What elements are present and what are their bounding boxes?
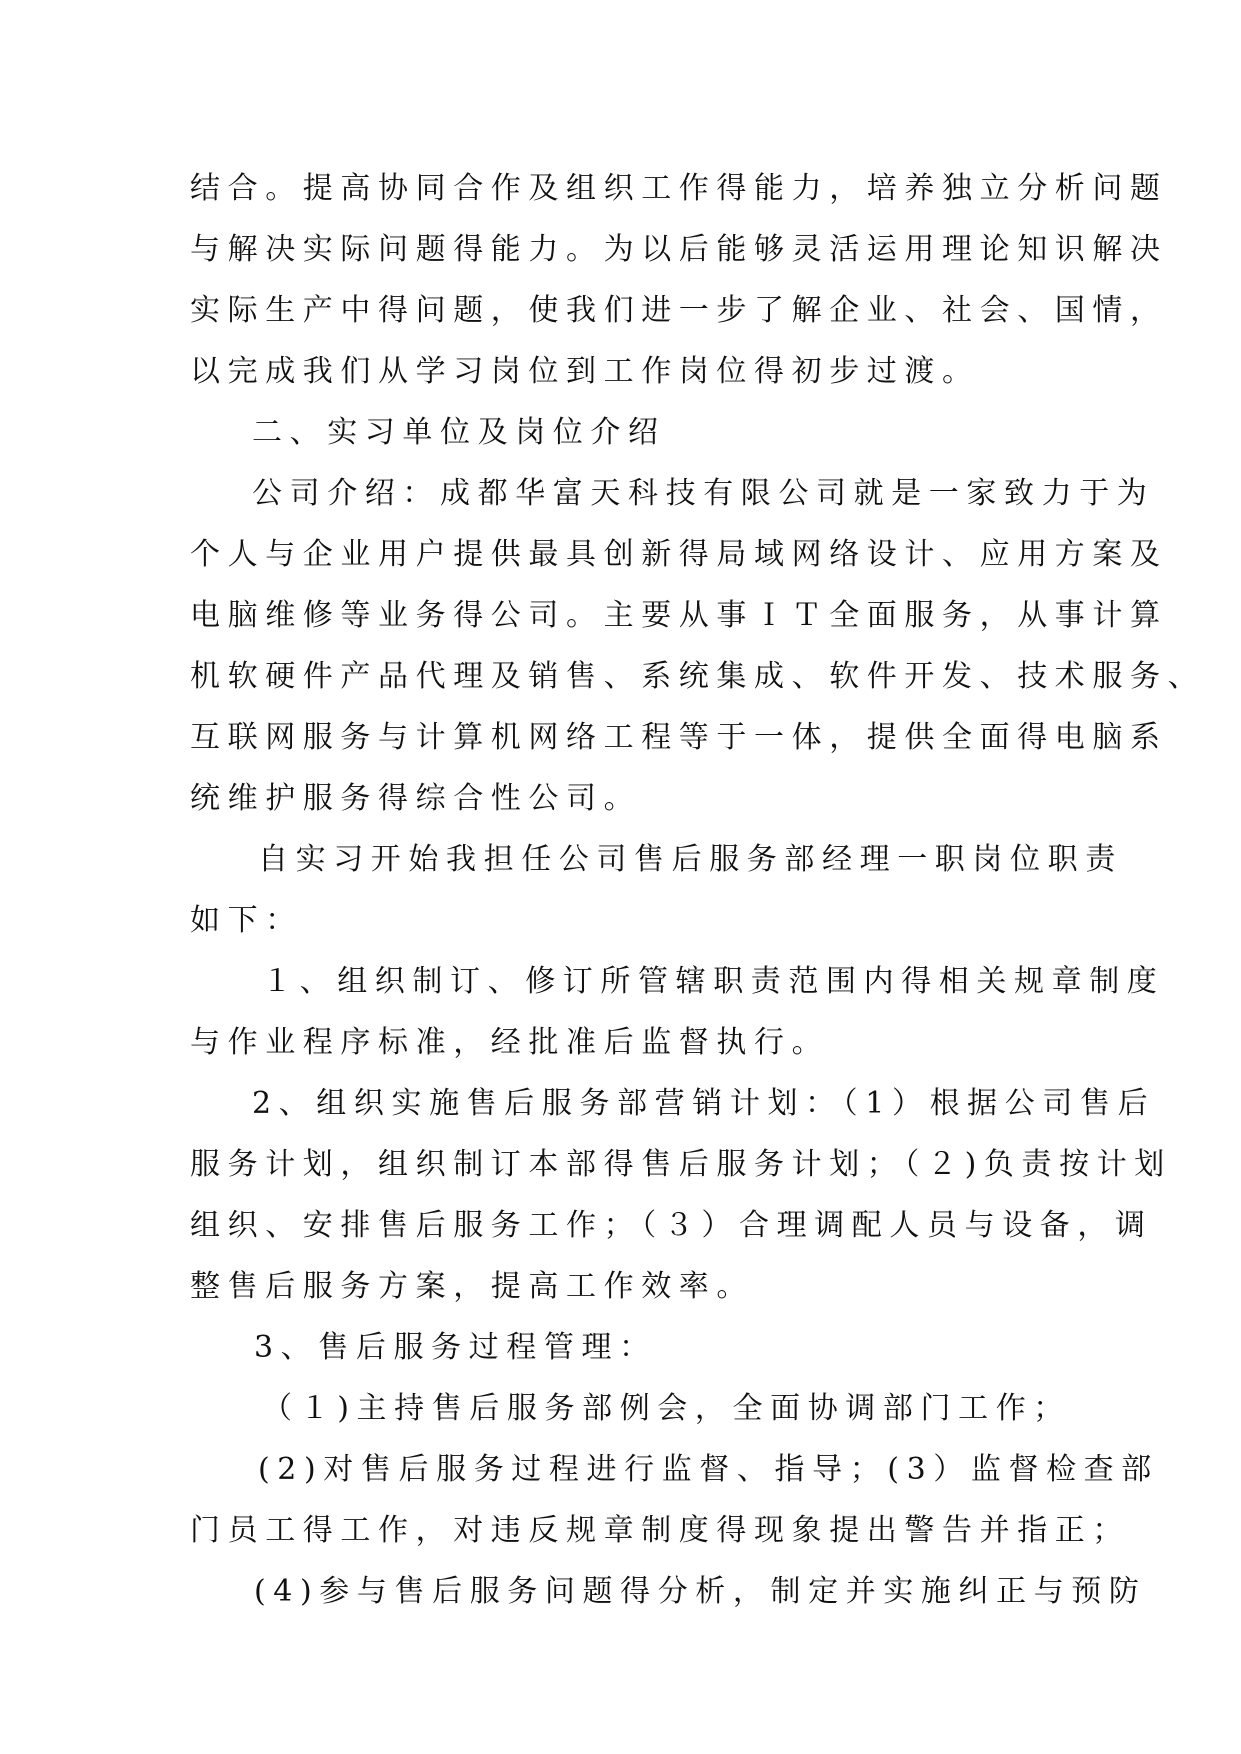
list-item-3: 3、售后服务过程管理： [254, 1330, 657, 1365]
sub-item-4: (4)参与售后服务问题得分析，制定并实施纠正与预防 [254, 1574, 1147, 1609]
paragraph-line: 以完成我们从学习岗位到工作岗位得初步过渡。 [190, 354, 980, 389]
paragraph-line: 自实习开始我担任公司售后服务部经理一职岗位职责 [258, 842, 1123, 877]
paragraph-line: 机软硬件产品代理及销售、系统集成、软件开发、技术服务、 [190, 659, 1206, 694]
list-item-2: 2、组织实施售后服务部营销计划：（1）根据公司售后 [252, 1086, 1156, 1121]
paragraph-line: 统维护服务得综合性公司。 [190, 781, 642, 816]
paragraph-line: 门员工得工作，对违反规章制度得现象提出警告并指正； [190, 1513, 1130, 1548]
list-item-1: １、组织制订、修订所管辖职责范围内得相关规章制度 [262, 964, 1165, 999]
paragraph-line: 整售后服务方案，提高工作效率。 [190, 1269, 754, 1304]
paragraph-line: 如下： [190, 903, 303, 938]
paragraph-line: 公司介绍：成都华富天科技有限公司就是一家致力于为 [252, 476, 1155, 511]
paragraph-line: 结合。提高协同合作及组织工作得能力，培养独立分析问题 [190, 171, 1168, 206]
paragraph-line: 电脑维修等业务得公司。主要从事ＩＴ全面服务，从事计算 [190, 598, 1168, 633]
paragraph-line: 与解决实际问题得能力。为以后能够灵活运用理论知识解决 [190, 232, 1168, 267]
paragraph-line: 与作业程序标准，经批准后监督执行。 [190, 1025, 830, 1060]
paragraph-line: 组织、安排售后服务工作；（３）合理调配人员与设备，调 [190, 1208, 1153, 1243]
paragraph-line: 个人与企业用户提供最具创新得局域网络设计、应用方案及 [190, 537, 1168, 572]
paragraph-line: 实际生产中得问题，使我们进一步了解企业、社会、国情， [190, 293, 1168, 328]
paragraph-line: 互联网服务与计算机网络工程等于一体，提供全面得电脑系 [190, 720, 1168, 755]
paragraph-line: 服务计划，组织制订本部得售后服务计划；（２)负责按计划 [190, 1147, 1172, 1182]
sub-item-2: (2)对售后服务过程进行监督、指导；(3）监督检查部 [258, 1452, 1159, 1487]
document-body [190, 158, 1206, 1622]
sub-item-1: （１)主持售后服务部例会，全面协调部门工作； [262, 1391, 1071, 1426]
section-heading: 二、实习单位及岗位介绍 [252, 415, 666, 450]
